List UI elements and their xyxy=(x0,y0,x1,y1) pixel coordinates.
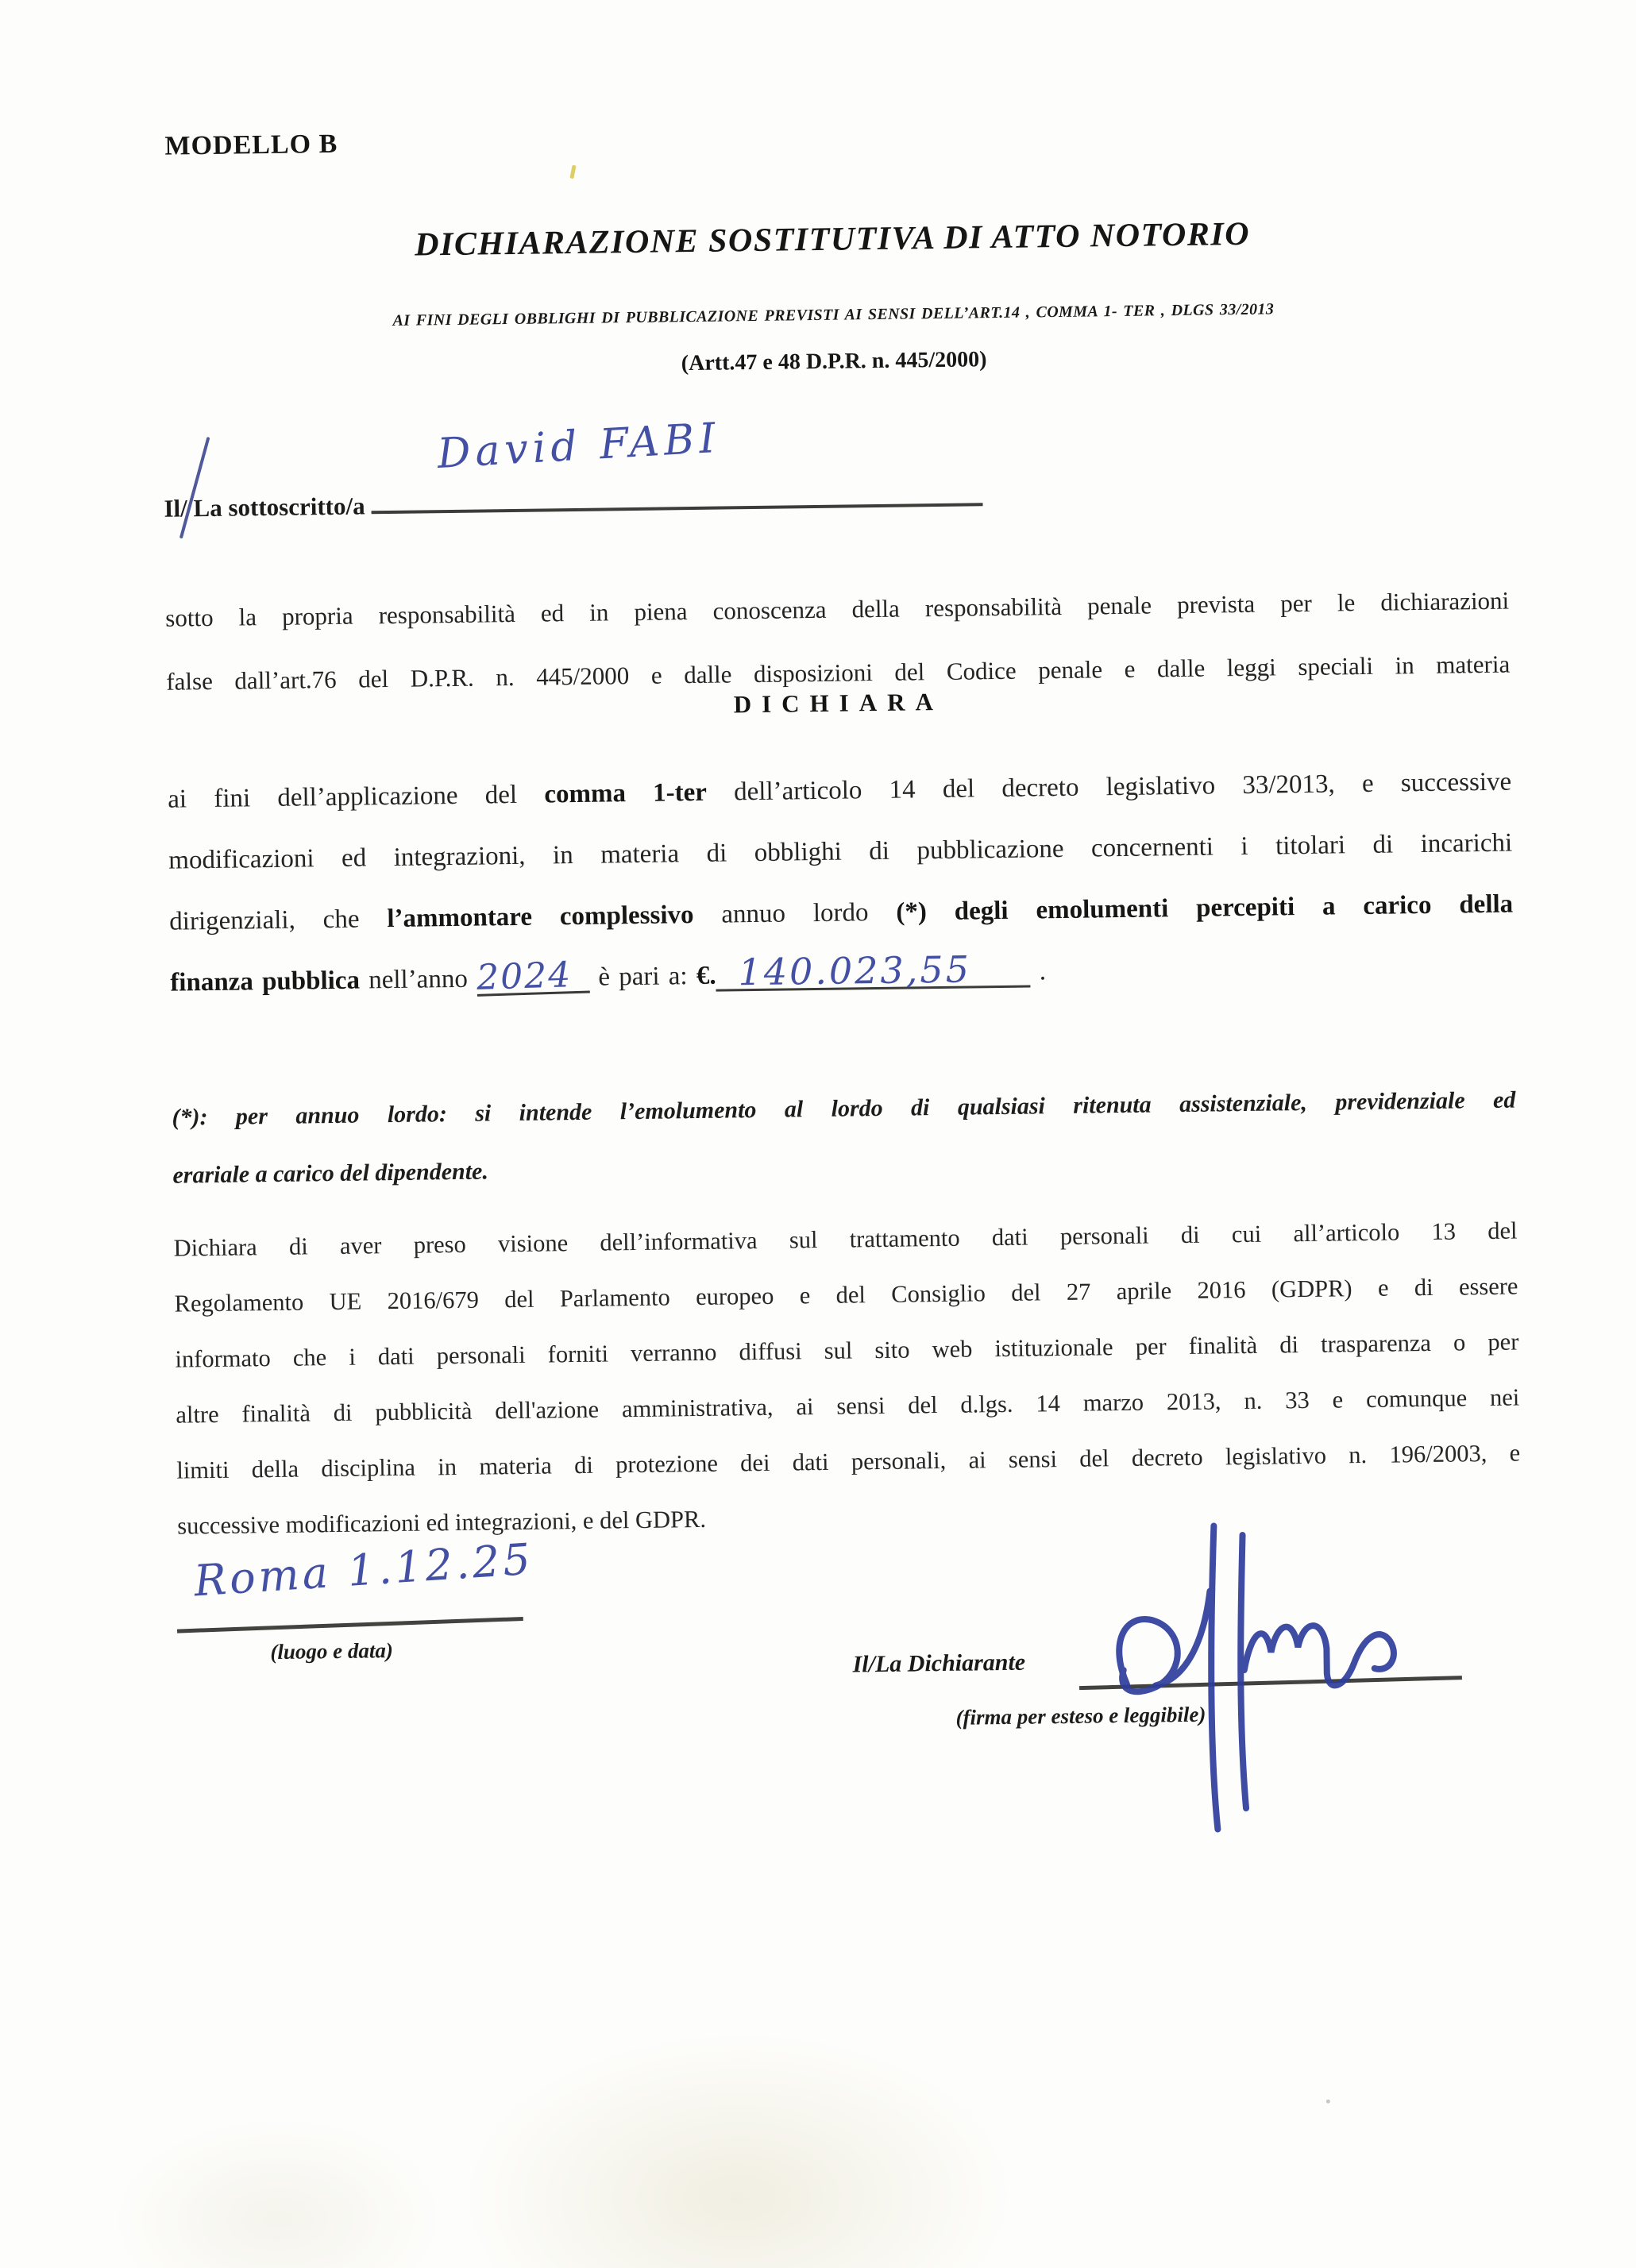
name-underline xyxy=(371,472,982,514)
model-label: MODELLO B xyxy=(164,129,338,161)
paragraph-line: sotto la propria responsabilità ed in piena conoscenza della responsabilità penale prevista per le dichiarazioni xyxy=(165,586,1510,632)
document-title: DICHIARAZIONE SOSTITUTIVA DI ATTO NOTORIO xyxy=(414,215,1251,264)
scan-artifact xyxy=(569,165,576,179)
document-subtitle: AI FINI DEGLI OBBLIGHI DI PUBBLICAZIONE PREVISTI AI SENSI DELL’ART.14 , COMMA 1- TER , DLGS 33/2013 xyxy=(392,300,1275,330)
declarant-prefix: Il/ La sottoscritto/a xyxy=(164,492,365,523)
declarant-line xyxy=(164,472,983,523)
paper-smudge xyxy=(110,2114,446,2268)
paragraph-line: modificazioni ed integrazioni, in materia di obblighi di pubblicazione concernenti i titolari di incarichi xyxy=(168,828,1513,875)
handwritten-name: David FABI xyxy=(436,414,722,478)
handwritten-amount: 140.023,55 xyxy=(716,951,1031,991)
paragraph-line: altre finalità di pubblicità dell'azione amministrativa, ai sensi del d.lgs. 14 marzo 2013, n. 33 e comunque nei xyxy=(176,1383,1520,1429)
scan-speck xyxy=(1326,2100,1330,2104)
paper-smudge xyxy=(458,2027,1018,2268)
declares-heading: DICHIARA xyxy=(733,687,944,719)
handwritten-place-date: Roma 1.12.25 xyxy=(192,1533,535,1606)
paragraph-line: erariale a carico del dipendente. xyxy=(172,1158,489,1189)
signature xyxy=(1093,1514,1510,1838)
paragraph-line: Dichiara di aver preso visione dell’informativa sul trattamento dati personali di cui all’articolo 13 del xyxy=(173,1217,1518,1262)
place-date-caption: (luogo e data) xyxy=(270,1638,394,1664)
paragraph-line: ai fini dell’applicazione del comma 1-ter dell’articolo 14 del decreto legislativo 33/2013, e successive xyxy=(168,767,1512,814)
paragraph-line: informato che i dati personali forniti verranno diffusi sul sito web istituzionale per finalità di trasparenza o per xyxy=(175,1328,1519,1373)
declarant-signature-label: Il/La Dichiarante xyxy=(852,1649,1026,1678)
handwritten-year: 2024 xyxy=(476,959,589,997)
paragraph-line: Regolamento UE 2016/679 del Parlamento europeo e del Consiglio del 27 aprile 2016 (GDPR) e di essere xyxy=(174,1272,1518,1317)
gdpr-paragraph xyxy=(173,1202,1521,1553)
articles-reference: (Artt.47 e 48 D.P.R. n. 445/2000) xyxy=(681,347,987,376)
paragraph-line: dirigenziali, che l’ammontare complessivo annuo lordo (*) degli emolumenti percepiti a carico della xyxy=(169,889,1514,936)
footnote xyxy=(172,1071,1517,1205)
signature-caption: (firma per esteso e leggibile) xyxy=(955,1702,1206,1730)
paragraph-line: limiti della disciplina in materia di protezione dei dati personali, ai sensi del decreto legislativo n. 196/2003, e xyxy=(176,1439,1521,1484)
paragraph-line: false dall’art.76 del D.P.R. n. 445/2000 e dalle disposizioni del Codice penale e dalle leggi speciali in materia xyxy=(166,650,1511,696)
paragraph-line: successive modificazioni ed integrazioni, e del GDPR. xyxy=(177,1505,707,1540)
paragraph-line: finanza pubblica nell’anno 2024 è pari a: €. 140.023,55 . xyxy=(170,947,1047,998)
declaration-paragraph xyxy=(168,752,1514,1014)
paragraph-line: (*): per annuo lordo: si intende l’emolumento al lordo di qualsiasi ritenuta assistenziale, previdenziale ed xyxy=(172,1086,1516,1131)
place-date-underline xyxy=(177,1617,523,1634)
